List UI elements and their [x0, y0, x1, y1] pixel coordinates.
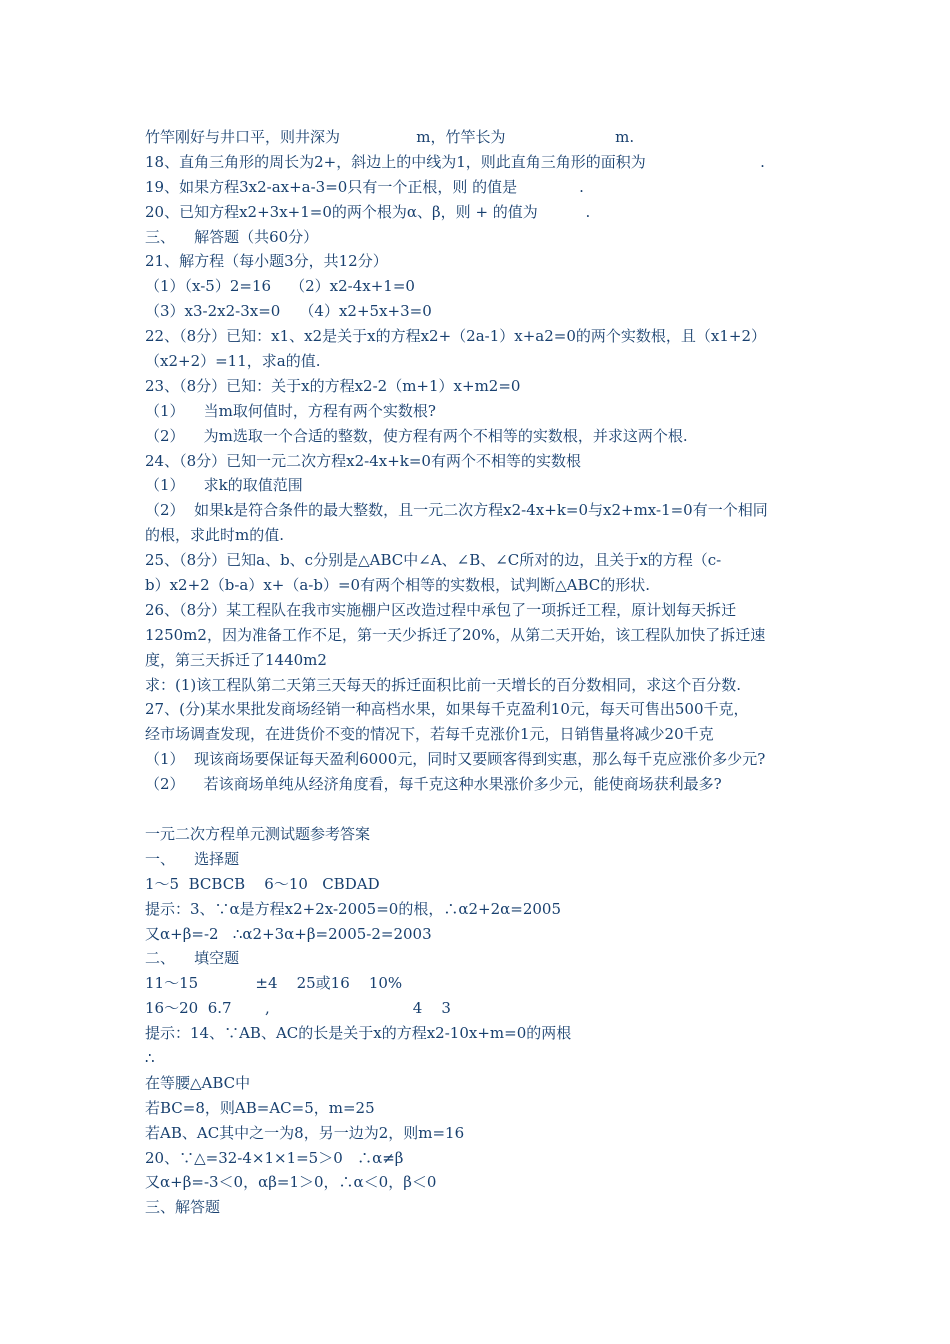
question-21: 21、解方程（每小题3分，共12分）: [145, 252, 388, 271]
text-line: （1） 求k的取值范围: [145, 476, 303, 495]
question-19: 19、如果方程3x2-ax+a-3=0只有一个正根，则 的值是 .: [145, 177, 584, 196]
answer-line: 20、∵△=32-4×1×1=5＞0 ∴α≠β: [145, 1148, 404, 1167]
answer-line: 11～15 ±4 25或16 10%: [145, 974, 403, 993]
text-line: （x2+2）=11，求a的值.: [145, 352, 321, 371]
answer-line: 若AB、AC其中之一为8，另一边为2，则m=16: [145, 1123, 465, 1142]
answer-line: ∴: [145, 1048, 155, 1067]
question-18: 18、直角三角形的周长为2+，斜边上的中线为1，则此直角三角形的面积为 .: [145, 152, 765, 171]
text-line: 竹竿刚好与井口平，则井深为 m，竹竿长为 m.: [145, 128, 635, 146]
text-line: 经市场调查发现，在进货价不变的情况下，若每千克涨价1元，日销售量将减少20千克: [145, 725, 714, 744]
text-line: 的根，求此时m的值.: [145, 526, 284, 545]
question-23: 23、（8分）已知：关于x的方程x2-2（m+1）x+m2=0: [145, 376, 521, 395]
answer-line: 1～5 BCBCB 6～10 CBDAD: [145, 874, 380, 893]
section-heading: 一、 选择题: [145, 849, 240, 868]
question-20: 20、已知方程x2+3x+1=0的两个根为α、β，则 + 的值为 .: [145, 202, 591, 221]
text-line: b）x2+2（b-a）x+（a-b）=0有两个相等的实数根，试判断△ABC的形状.: [145, 576, 650, 595]
text-line: （1） 现该商场要保证每天盈利6000元，同时又要顾客得到实惠，那么每千克应涨价多少元?: [145, 750, 766, 769]
text-line: （1） 当m取何值时，方程有两个实数根?: [145, 401, 436, 420]
blank-line: [145, 797, 835, 822]
hint-line: 提示：14、∵AB、AC的长是关于x的方程x2-10x+m=0的两根: [145, 1024, 572, 1043]
document-page: [145, 125, 835, 1220]
text-line: 度，第三天拆迁了1440m2: [145, 650, 327, 669]
answer-line: 16～20 6.7 , 4 3: [145, 999, 451, 1018]
text-line: （2） 如果k是符合条件的最大整数，且一元二次方程x2-4x+k=0与x2+mx-1=0有一个相同: [145, 501, 768, 520]
answer-line: 若BC=8，则AB=AC=5，m=25: [145, 1098, 375, 1117]
text-line: （3）x3-2x2-3x=0 （4）x2+5x+3=0: [145, 302, 432, 321]
section-heading: 三、 解答题（共60分）: [145, 227, 319, 246]
text-line: （2） 若该商场单纯从经济角度看，每千克这种水果涨价多少元，能使商场获利最多?: [145, 775, 722, 794]
answer-line: 在等腰△ABC中: [145, 1073, 251, 1092]
question-25: 25、（8分）已知a、b、c分别是△ABC中∠A、∠B、∠C所对的边，且关于x的方程（c-: [145, 551, 722, 570]
text-line: 1250m2，因为准备工作不足，第一天少拆迁了20%，从第二天开始，该工程队加快了拆迁速: [145, 625, 766, 644]
text-line: （2） 为m选取一个合适的整数，使方程有两个不相等的实数根，并求这两个根.: [145, 426, 688, 445]
answer-title: 一元二次方程单元测试题参考答案: [145, 824, 371, 843]
section-heading: 三、解答题: [145, 1198, 221, 1217]
text-line: 求：(1)该工程队第二天第三天每天的拆迁面积比前一天增长的百分数相同，求这个百分数.: [145, 675, 742, 694]
question-26: 26、（8分）某工程队在我市实施棚户区改造过程中承包了一项拆迁工程，原计划每天拆迁: [145, 600, 737, 619]
text-line: （1）（x-5）2=16 （2）x2-4x+1=0: [145, 277, 415, 296]
answer-line: 又α+β=-3＜0，αβ=1＞0，∴α＜0，β＜0: [145, 1173, 437, 1192]
question-22: 22、（8分）已知：x1、x2是关于x的方程x2+（2a-1）x+a2=0的两个实数根，且（x1+2）: [145, 327, 767, 346]
answer-line: 又α+β=-2 ∴α2+3α+β=2005-2=2003: [145, 924, 432, 943]
hint-line: 提示：3、∵α是方程x2+2x-2005=0的根，∴α2+2α=2005: [145, 899, 561, 918]
question-24: 24、（8分）已知一元二次方程x2-4x+k=0有两个不相等的实数根: [145, 451, 581, 470]
question-27: 27、(分)某水果批发商场经销一种高档水果，如果每千克盈利10元，每天可售出500千克，: [145, 700, 749, 719]
section-heading: 二、 填空题: [145, 949, 240, 968]
